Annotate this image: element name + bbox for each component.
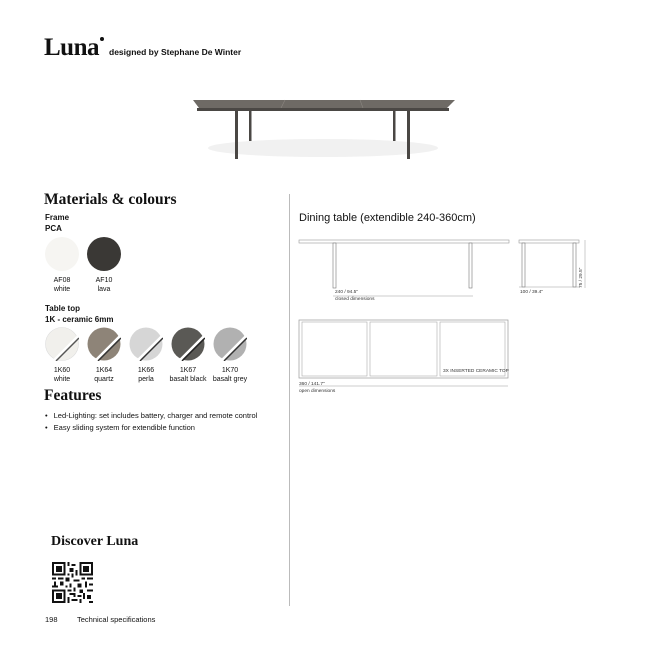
materials-heading: Materials & colours	[44, 191, 177, 208]
section-label: Technical specifications	[77, 615, 156, 624]
insert-label: 3X INSERTED CERAMIC TOP	[443, 369, 509, 374]
swatch-1k67-label: 1K67 basalt black	[169, 367, 207, 383]
swatch-af08	[45, 237, 79, 271]
features-heading: Features	[44, 387, 102, 404]
column-divider	[289, 194, 290, 606]
top-view-open	[299, 320, 508, 386]
swatch-1k67	[171, 327, 205, 361]
feature-item: • Easy sliding system for extendible function	[45, 423, 195, 432]
swatch-1k64-label: 1K64 quartz	[94, 367, 114, 383]
product-image	[185, 90, 460, 165]
designer-credit: designed by Stephane De Winter	[109, 47, 242, 57]
closed-caption: closed dimensions	[335, 297, 375, 302]
discover-heading: Discover Luna	[51, 534, 139, 549]
swatch-1k64	[87, 327, 121, 361]
open-caption: open dimensions	[299, 389, 336, 394]
side-view	[519, 240, 585, 288]
frame-label: Frame	[45, 213, 70, 222]
swatch-af10	[87, 237, 121, 271]
qr-code[interactable]	[52, 562, 93, 603]
tabletop-code: 1K - ceramic 6mm	[45, 315, 114, 324]
swatch-1k66	[129, 327, 163, 361]
swatch-af10-label: AF10 lava	[95, 277, 113, 293]
closed-width-dim: 240 / 94.5"	[335, 290, 359, 295]
page-number: 198	[45, 615, 58, 624]
spec-title: Dining table (extendible 240-360cm)	[299, 212, 476, 224]
open-width-dim: 360 / 141.7"	[299, 382, 325, 387]
swatch-1k66-label: 1K66 perla	[137, 367, 155, 383]
front-view-closed	[299, 240, 509, 296]
feature-item: • Led-Lighting: set includes battery, charger and remote control	[45, 411, 257, 420]
product-title: Luna	[44, 34, 99, 61]
swatch-1k70-label: 1K70 basalt grey	[212, 367, 248, 383]
swatch-1k60	[45, 327, 79, 361]
height-dim: 75 / 29.5"	[579, 267, 584, 288]
swatch-1k70	[213, 327, 247, 361]
swatch-1k60-label: 1K60 white	[53, 367, 71, 383]
frame-code: PCA	[45, 224, 62, 233]
depth-dim: 100 / 39.4"	[520, 290, 544, 295]
title-dot	[100, 37, 104, 41]
tabletop-label: Table top	[45, 304, 80, 313]
swatch-af08-label: AF08 white	[53, 277, 71, 293]
